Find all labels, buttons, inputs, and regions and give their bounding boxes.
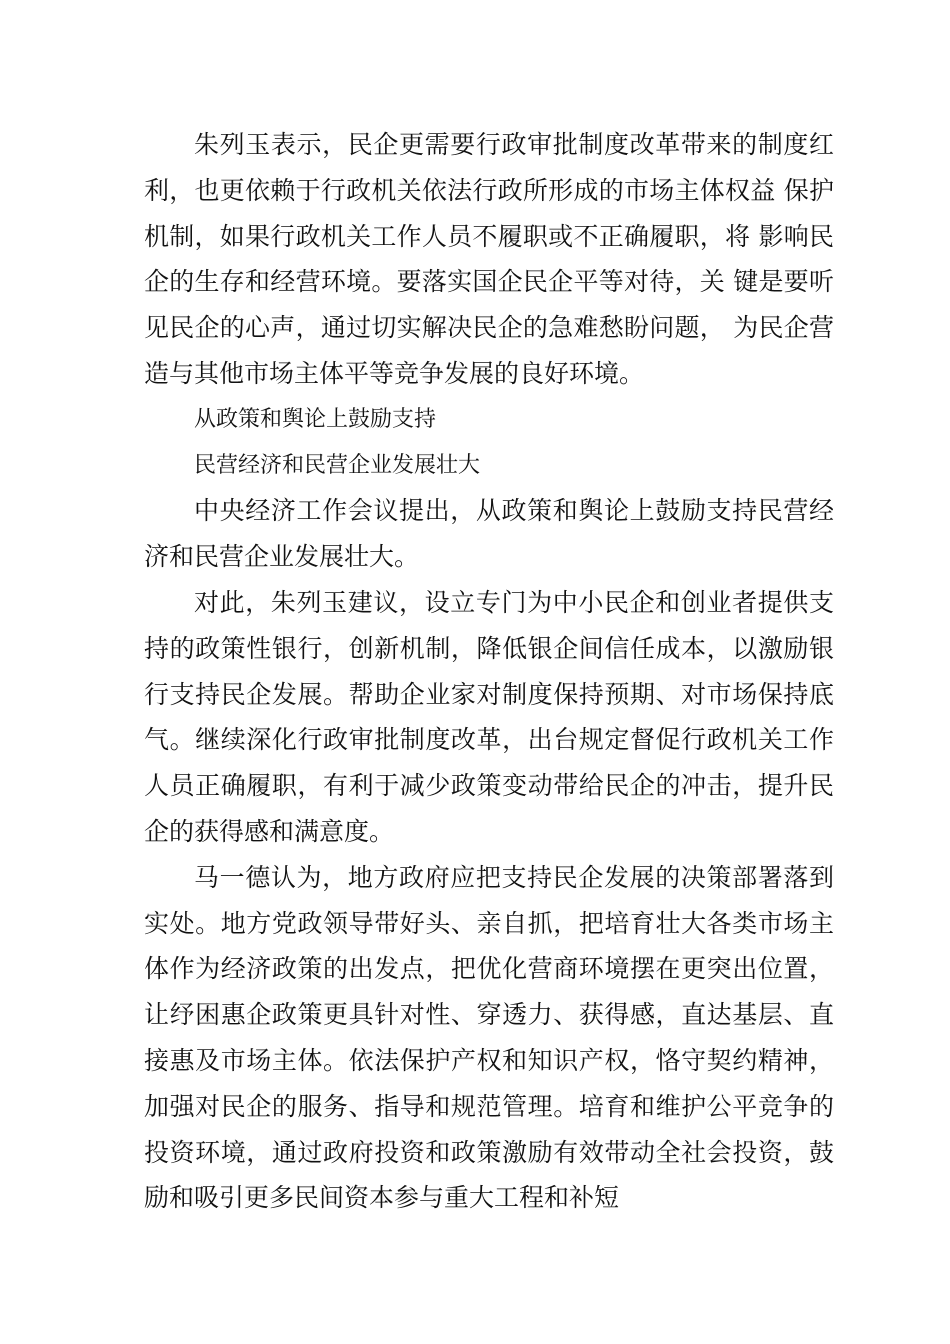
paragraph-zhu-lieyu-statement: 朱列玉表示，民企更需要行政审批制度改革带来的制度红利，也更依赖于行政机关依法行政所形成的市场主体权益 保护机制，如果行政机关工作人员不履职或不正确履职，将 影响民企的生存和经营环境。要落实国企民企平等对待，关 键是要听见民企的心声，通过切实解决民企的急难愁盼问题， 为民企营造与其他市场主体平等竞争发展的良好环境。 [144, 130, 834, 388]
paragraph-zhu-lieyu-suggestion: 对此，朱列玉建议，设立专门为中小民企和创业者提供支持的政策性银行，创新机制，降低银企间信任成本，以激励银行支持民企发展。帮助企业家对制度保持预期、对市场保持底气。继续深化行政审批制度改革，出台规定督促行政机关工作人员正确履职，有利于减少政策变动带给民企的冲击，提升民企的获得感和满意度。 [144, 587, 834, 846]
section-heading-line-2: 民营经济和民营企业发展壮大 [194, 452, 481, 478]
document-body [144, 122, 834, 1221]
paragraph-central-conference: 中央经济工作会议提出，从政策和舆论上鼓励支持民营经济和民营企业发展壮大。 [144, 496, 834, 572]
paragraph-ma-yide-opinion: 马一德认为，地方政府应把支持民企发展的决策部署落到实处。地方党政领导带好头、亲自抓，把培育壮大各类市场主体作为经济政策的出发点，把优化营商环境摆在更突出位置，让纾困惠企政策更具针对性、穿透力、获得感，直达基层、直接惠及市场主体。依法保护产权和知识产权，恪守契约精神，加强对民企的服务、指导和规范管理。培育和维护公平竞争的投资环境，通过政府投资和政策激励有效带动全社会投资，鼓励和吸引更多民间资本参与重大工程和补短 [144, 862, 834, 1213]
section-heading-line-1: 从政策和舆论上鼓励支持 [194, 406, 437, 432]
